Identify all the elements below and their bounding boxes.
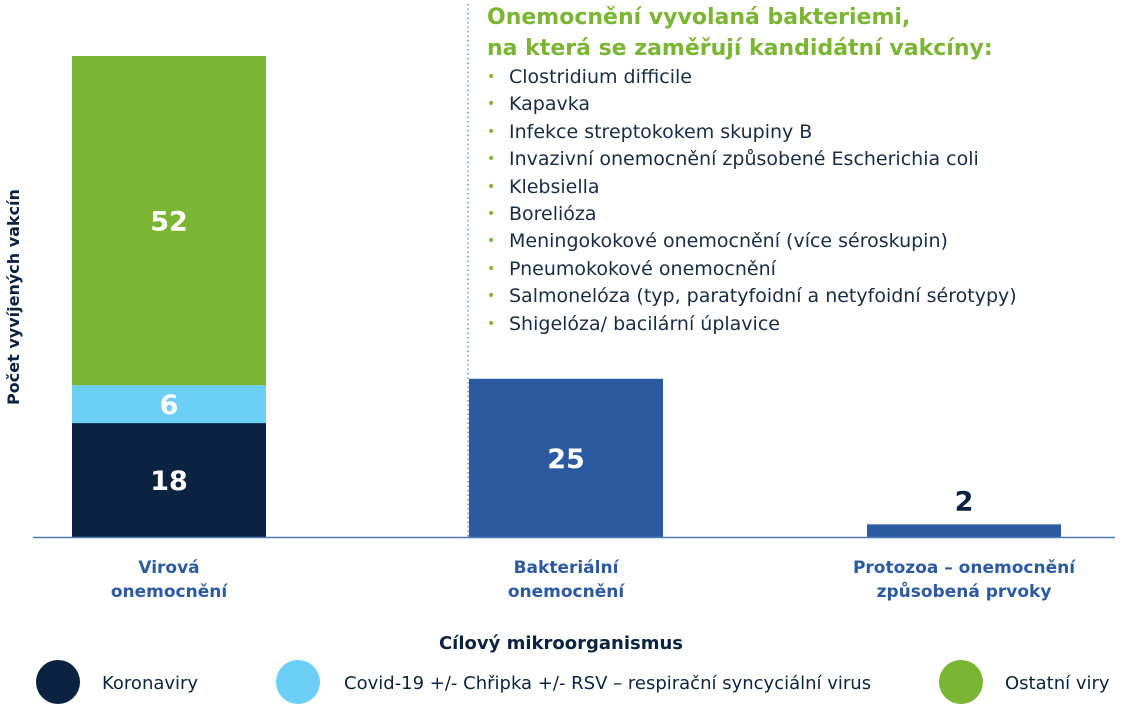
annotation-list-item xyxy=(487,283,1117,310)
bar-value-label: 6 xyxy=(159,390,179,422)
annotation-list-item xyxy=(487,174,1117,201)
legend-label: Ostatní viry xyxy=(1005,673,1110,694)
bullet-icon: • xyxy=(487,123,496,140)
annotation-list-item-text: Infekce streptokokem skupiny B xyxy=(509,120,813,143)
annotation-list-item-text: Shigelóza/ bacilární úplavice xyxy=(509,312,780,335)
annotation-list-item xyxy=(487,91,1117,118)
annotation-list-item-text: Meningokokové onemocnění (více séroskupin) xyxy=(509,230,948,253)
annotation-list-item-text: Pneumokokové onemocnění xyxy=(509,257,776,280)
bullet-icon: • xyxy=(487,315,496,332)
bullet-icon: • xyxy=(487,178,496,195)
legend-swatch xyxy=(36,660,80,704)
annotation-title-line-2: na která se zaměřují kandidátní vakcíny: xyxy=(487,36,993,61)
annotation-list-item xyxy=(487,228,1117,255)
bar-value-label: 18 xyxy=(150,466,188,498)
bar-value-label: 2 xyxy=(954,486,974,518)
category-label: onemocnění xyxy=(507,582,625,602)
annotation-list-item-text: Invazivní onemocnění způsobené Escherichia coli xyxy=(509,148,979,171)
annotation-list xyxy=(487,64,1117,338)
annotation-list-item xyxy=(487,201,1117,228)
annotation-panel xyxy=(487,2,1117,338)
bullet-icon: • xyxy=(487,151,496,168)
category-label: způsobená prvoky xyxy=(876,582,1052,602)
annotation-list-item-text: Kapavka xyxy=(509,93,591,116)
annotation-list-item xyxy=(487,119,1117,146)
category-label: onemocnění xyxy=(110,582,228,602)
annotation-list-item-text: Clostridium difficile xyxy=(509,66,692,88)
legend-swatch xyxy=(939,660,983,704)
x-axis-label: Cílový mikroorganismus xyxy=(438,633,684,654)
bar-value-label: 25 xyxy=(547,443,585,475)
bullet-icon: • xyxy=(487,69,496,85)
bar-segment xyxy=(867,524,1061,537)
y-axis-label: Počet vyvíjených vakcín xyxy=(4,189,23,405)
category-label: Bakteriální xyxy=(513,558,619,578)
legend-label: Koronaviry xyxy=(102,673,199,694)
annotation-list-item-text: Klebsiella xyxy=(509,175,600,198)
bullet-icon: • xyxy=(487,96,496,113)
legend-label: Covid-19 +/- Chřipka +/- RSV – respirační syncyciální virus xyxy=(344,673,872,694)
annotation-list-item xyxy=(487,146,1117,173)
bar-value-label: 52 xyxy=(150,206,188,238)
bullet-icon: • xyxy=(487,288,496,305)
annotation-list-item xyxy=(487,256,1117,283)
annotation-list-item-text: Salmonelóza (typ, paratyfoidní a netyfoidní sérotypy) xyxy=(509,285,1017,308)
bullet-icon: • xyxy=(487,233,496,250)
annotation-list-item-text: Borelióza xyxy=(509,203,597,226)
annotation-list-item xyxy=(487,64,1117,91)
annotation-list-item xyxy=(487,311,1117,338)
category-label: Protozoa – onemocnění xyxy=(852,558,1076,578)
annotation-title-line-1: Onemocnění vyvolaná bakteriemi, xyxy=(487,5,911,30)
annotation-title xyxy=(487,2,1117,64)
bullet-icon: • xyxy=(487,206,496,223)
bullet-icon: • xyxy=(487,260,496,277)
category-label: Virová xyxy=(138,558,200,578)
legend-swatch xyxy=(276,660,320,704)
